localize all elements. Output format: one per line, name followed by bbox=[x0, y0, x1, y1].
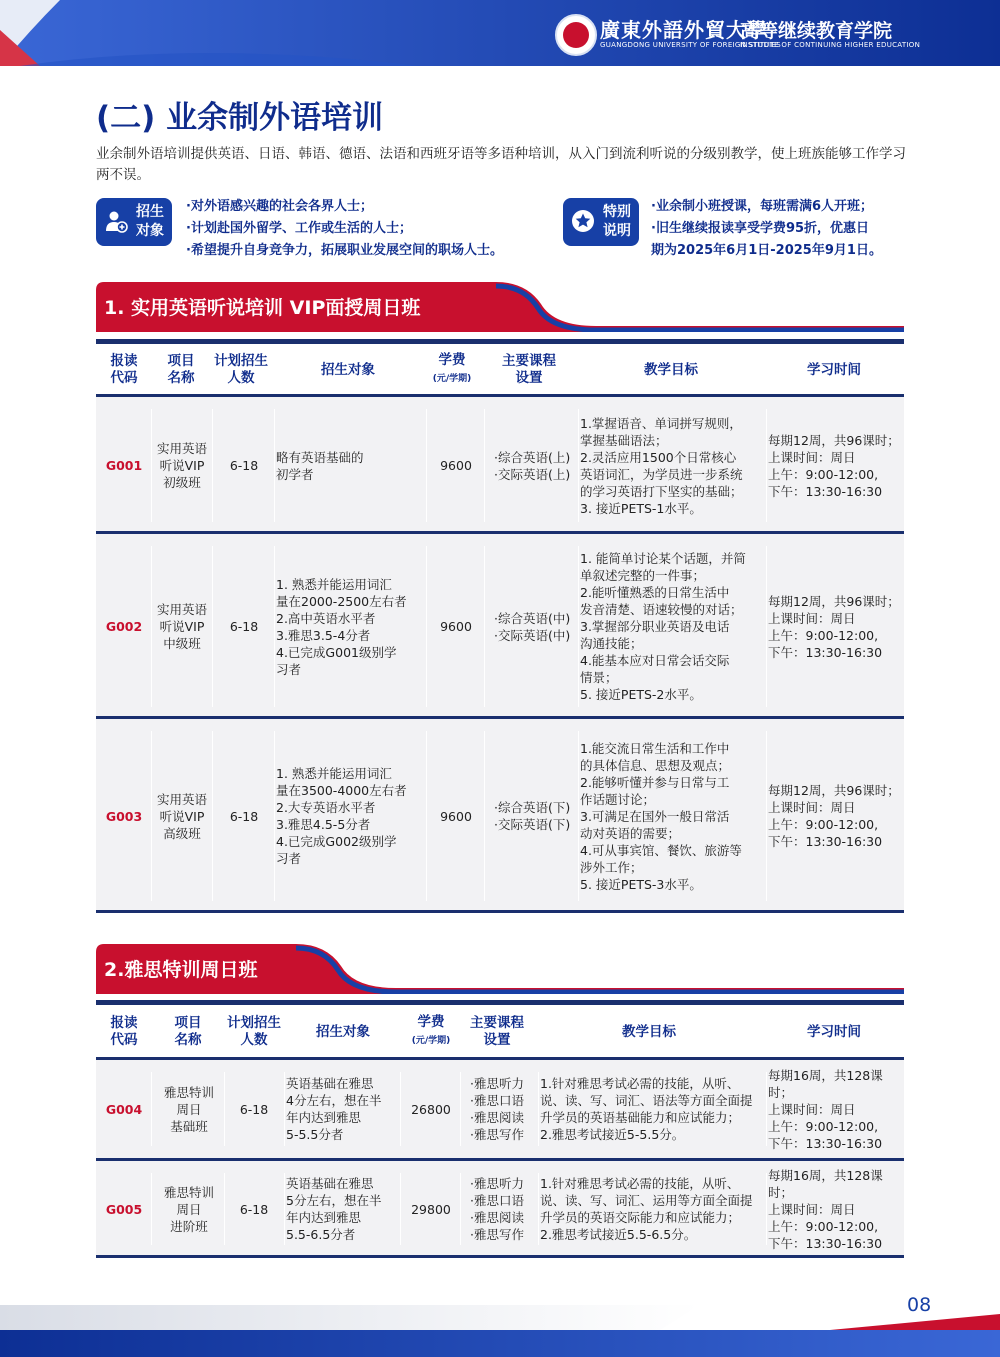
column-divider bbox=[484, 409, 485, 522]
cell-line: 涉外工作； bbox=[580, 859, 643, 875]
column-divider bbox=[538, 1072, 539, 1146]
cell-line: 实用英语 bbox=[156, 602, 207, 617]
column-divider bbox=[538, 1173, 539, 1245]
enroll-target-badge bbox=[96, 198, 172, 246]
col-time: 学习时间 bbox=[807, 361, 861, 378]
list-item: ·旧生继续报读享受学费95折，优惠日 bbox=[651, 221, 870, 236]
row-goals bbox=[540, 1060, 760, 1158]
column-divider bbox=[766, 1072, 767, 1146]
row-name bbox=[153, 1060, 225, 1158]
cell-line: 4.已完成G002级别学 bbox=[276, 834, 397, 849]
col-target: 招生对象 bbox=[321, 361, 375, 378]
row-goals bbox=[580, 534, 762, 719]
cell-line: 3. 接近PETS-1水平。 bbox=[580, 500, 702, 516]
cell-line: 初级班 bbox=[163, 475, 201, 490]
cell-line: 听说VIP bbox=[159, 808, 205, 824]
cell-line: ·雅思阅读 bbox=[470, 1110, 524, 1125]
list-item: ·计划赴国外留学、工作或生活的人士； bbox=[186, 221, 412, 236]
column-divider bbox=[766, 1173, 767, 1245]
row-fee bbox=[402, 1161, 460, 1257]
row-target bbox=[286, 1161, 396, 1257]
cell-line: 中级班 bbox=[163, 636, 201, 651]
cell-value: 26800 bbox=[411, 1101, 451, 1117]
row-quota bbox=[214, 719, 274, 913]
cell-line: 年内达到雅思 bbox=[286, 1110, 362, 1125]
cell-value: G001 bbox=[105, 458, 143, 473]
cell-line: 年内达到雅思 bbox=[286, 1210, 362, 1225]
row-quota bbox=[214, 534, 274, 719]
column-divider bbox=[426, 546, 427, 707]
section2-bottom-rule bbox=[96, 1255, 904, 1258]
column-divider bbox=[151, 1173, 152, 1245]
row-code bbox=[96, 1060, 152, 1158]
special-label-2: 说明 bbox=[603, 223, 631, 239]
row-code bbox=[96, 719, 152, 913]
cell-line: 2.高中英语水平者 bbox=[276, 610, 376, 626]
row-courses bbox=[462, 1060, 544, 1158]
cell-line: 下午：13:30-16:30 bbox=[768, 1135, 883, 1151]
special-label-1: 特别 bbox=[603, 204, 631, 220]
column-divider bbox=[484, 731, 485, 901]
cell-line: 单叙述完整的一件事； bbox=[580, 568, 706, 583]
column-divider bbox=[766, 409, 767, 522]
column-divider bbox=[460, 1072, 461, 1146]
cell-value: 6-18 bbox=[229, 808, 259, 824]
cell-line: 的学习英语打下坚实的基础； bbox=[580, 483, 743, 499]
row-quota bbox=[214, 397, 274, 534]
column-divider bbox=[766, 546, 767, 707]
column-divider bbox=[212, 731, 213, 901]
row-courses bbox=[486, 397, 588, 534]
col-goals: 教学目标 bbox=[622, 1023, 676, 1040]
cell-line: 5分左右，想在半 bbox=[286, 1193, 382, 1208]
row-fee bbox=[428, 534, 484, 719]
row-courses bbox=[462, 1161, 544, 1257]
row-name bbox=[153, 1161, 225, 1257]
cell-line: 初学者 bbox=[276, 466, 314, 482]
row-code bbox=[96, 397, 152, 534]
list-item: 期为2025年6月1日-2025年9月1日。 bbox=[651, 243, 882, 258]
cell-line: 沟通技能； bbox=[580, 636, 643, 651]
row-name bbox=[153, 397, 211, 534]
cell-value: G004 bbox=[105, 1101, 143, 1117]
row-target bbox=[276, 719, 424, 913]
cell-line: ·雅思听力 bbox=[470, 1076, 524, 1091]
cell-line: 动对英语的需要； bbox=[580, 825, 681, 841]
cell-line: 1.针对雅思考试必需的技能，从听、 bbox=[540, 1076, 740, 1091]
cell-line: ·交际英语(上) bbox=[494, 466, 571, 482]
column-divider bbox=[484, 546, 485, 707]
cell-line: 作话题讨论； bbox=[580, 791, 656, 807]
col-target: 招生对象 bbox=[316, 1023, 370, 1040]
cell-line: 上课时间：周日 bbox=[768, 449, 856, 465]
column-divider bbox=[212, 409, 213, 522]
cell-line: ·综合英语(上) bbox=[494, 449, 571, 465]
cell-line: 上午：9:00-12:00, bbox=[768, 627, 879, 643]
cell-line: 习者 bbox=[276, 661, 302, 677]
cell-line: 5. 接近PETS-2水平。 bbox=[580, 687, 702, 702]
table-row bbox=[96, 716, 904, 913]
column-divider bbox=[578, 546, 579, 707]
row-goals bbox=[540, 1161, 760, 1257]
cell-line: ·雅思听力 bbox=[470, 1176, 524, 1191]
cell-line: 上午：9:00-12:00, bbox=[768, 1218, 879, 1234]
col-fee: 学费 (元/学期) bbox=[411, 1014, 451, 1046]
cell-value: 9600 bbox=[440, 619, 472, 634]
row-courses bbox=[486, 719, 588, 913]
cell-line: 略有英语基础的 bbox=[276, 449, 364, 465]
cell-line: 升学员的英语基础能力和应试能力； bbox=[540, 1110, 741, 1125]
column-divider bbox=[766, 731, 767, 901]
cell-line: 每期16周，共128课时； bbox=[768, 1067, 883, 1100]
row-name bbox=[153, 534, 211, 719]
column-divider bbox=[426, 409, 427, 522]
row-fee bbox=[428, 719, 484, 913]
cell-line: 上课时间：周日 bbox=[768, 1201, 856, 1217]
column-divider bbox=[284, 1173, 285, 1245]
cell-line: 说、读、写、词汇、运用等方面全面提 bbox=[540, 1193, 753, 1208]
row-code bbox=[96, 1161, 152, 1257]
cell-line: 3.掌握部分职业英语及电话 bbox=[580, 619, 730, 634]
list-item: ·业余制小班授课，每班需满6人开班； bbox=[651, 199, 873, 214]
section1-bottom-rule bbox=[96, 910, 904, 913]
cell-line: 4.已完成G001级别学 bbox=[276, 644, 397, 660]
column-divider bbox=[400, 1072, 401, 1146]
cell-line: 3.可满足在国外一般日常活 bbox=[580, 808, 730, 824]
column-divider bbox=[224, 1072, 225, 1146]
row-courses bbox=[486, 534, 588, 719]
cell-line: 2.灵活应用1500个日常核心 bbox=[580, 449, 737, 465]
enroll-label-2: 对象 bbox=[136, 223, 164, 239]
cell-line: 4.能基本应对日常会话交际 bbox=[580, 653, 730, 668]
cell-line: ·交际英语(下) bbox=[494, 817, 571, 832]
cell-line: ·交际英语(中) bbox=[494, 627, 571, 643]
cell-line: 雅思特训 bbox=[163, 1084, 214, 1100]
row-time bbox=[768, 397, 904, 534]
row-goals bbox=[580, 719, 762, 913]
cell-value: G002 bbox=[105, 619, 143, 634]
cell-line: 实用英语 bbox=[156, 441, 207, 456]
cell-line: 3.雅思4.5-5分者 bbox=[276, 817, 371, 832]
cell-line: 下午：13:30-16:30 bbox=[768, 834, 883, 849]
star-icon bbox=[571, 209, 595, 233]
row-fee bbox=[402, 1060, 460, 1158]
col-goals: 教学目标 bbox=[644, 361, 698, 378]
cell-line: 上课时间：周日 bbox=[768, 800, 856, 815]
cell-line: 听说VIP bbox=[159, 458, 205, 473]
row-target bbox=[286, 1060, 396, 1158]
section1-top-rule bbox=[96, 339, 904, 344]
university-logo bbox=[555, 14, 597, 56]
institute-name-cn: 高等继续教育学院 bbox=[740, 20, 893, 42]
intro-paragraph: 业余制外语培训提供英语、日语、韩语、德语、法语和西班牙语等多语种培训，从入门到流利听说的分级别教学，使上班族能够工作学习两不误。 bbox=[96, 146, 906, 183]
cell-line: 上午：9:00-12:00, bbox=[768, 817, 879, 832]
cell-line: 1. 能简单讨论某个话题，并简 bbox=[580, 551, 746, 566]
cell-line: 5.5-6.5分者 bbox=[286, 1227, 356, 1242]
cell-line: 英语基础在雅思 bbox=[286, 1076, 374, 1091]
table-row bbox=[96, 1057, 904, 1158]
section1-table-header bbox=[96, 350, 904, 390]
row-fee bbox=[428, 397, 484, 534]
cell-line: 1.掌握语音、单词拼写规则， bbox=[580, 415, 742, 431]
cell-line: 实用英语 bbox=[156, 791, 207, 807]
cell-line: 1. 熟悉并能运用词汇 bbox=[276, 576, 392, 592]
university-name-en: GUANGDONG UNIVERSITY OF FOREIGN STUDIES bbox=[600, 41, 781, 49]
cell-line: 下午：13:30-16:30 bbox=[768, 1235, 883, 1251]
enroll-target-list bbox=[186, 196, 503, 262]
table-row bbox=[96, 531, 904, 719]
section2-table-header bbox=[96, 1012, 904, 1052]
list-item: ·对外语感兴趣的社会各界人士； bbox=[186, 199, 373, 214]
section1-title: 1. 实用英语听说培训 VIP面授周日班 bbox=[104, 297, 421, 319]
section2-title: 2.雅思特训周日班 bbox=[104, 959, 258, 981]
special-note-badge bbox=[563, 198, 639, 246]
cell-line: ·综合英语(下) bbox=[494, 800, 571, 815]
row-time bbox=[768, 534, 904, 719]
page-number: 08 bbox=[907, 1294, 932, 1316]
cell-line: ·雅思写作 bbox=[470, 1227, 524, 1242]
col-name: 项目 名称 bbox=[174, 1015, 202, 1048]
cell-value: 9600 bbox=[440, 458, 472, 473]
column-divider bbox=[578, 409, 579, 522]
column-divider bbox=[284, 1072, 285, 1146]
cell-line: 5-5.5分者 bbox=[286, 1127, 344, 1142]
cell-line: 升学员的英语交际能力和应试能力； bbox=[540, 1210, 741, 1225]
row-target bbox=[276, 397, 424, 534]
column-divider bbox=[274, 546, 275, 707]
cell-value: 6-18 bbox=[229, 458, 259, 473]
col-code: 报读 代码 bbox=[110, 353, 138, 386]
cell-line: 3.雅思3.5-4分者 bbox=[276, 627, 371, 643]
cell-line: 2.能听懂熟悉的日常生活中 bbox=[580, 585, 730, 600]
user-add-icon bbox=[104, 209, 128, 233]
col-courses: 主要课程 设置 bbox=[502, 353, 556, 386]
cell-line: 上课时间：周日 bbox=[768, 1101, 856, 1117]
cell-line: 周日 bbox=[176, 1201, 202, 1217]
cell-line: ·雅思阅读 bbox=[470, 1210, 524, 1225]
row-name bbox=[153, 719, 211, 913]
cell-line: 英语词汇，为学员进一步系统 bbox=[580, 466, 743, 482]
column-divider bbox=[151, 1072, 152, 1146]
header-banner bbox=[0, 0, 1000, 66]
cell-line: ·综合英语(中) bbox=[494, 610, 571, 626]
cell-line: 2.雅思考试接近5.5-6.5分。 bbox=[540, 1227, 697, 1242]
col-code: 报读 代码 bbox=[110, 1015, 138, 1048]
cell-line: 1.能交流日常生活和工作中 bbox=[580, 740, 730, 756]
institute-name-en: INSTITUTE OF CONTINUING HIGHER EDUCATION bbox=[740, 41, 921, 49]
row-code bbox=[96, 534, 152, 719]
page-title: (二) 业余制外语培训 bbox=[96, 100, 384, 136]
row-time bbox=[768, 719, 904, 913]
column-divider bbox=[151, 731, 152, 901]
cell-line: 基础班 bbox=[170, 1118, 208, 1134]
column-divider bbox=[578, 731, 579, 901]
cell-line: 每期12周，共96课时； bbox=[768, 432, 900, 448]
cell-line: 2.能够听懂并参与日常与工 bbox=[580, 774, 730, 790]
cell-line: 下午：13:30-16:30 bbox=[768, 483, 883, 499]
cell-line: 2.大专英语水平者 bbox=[276, 800, 376, 815]
cell-line: 雅思特训 bbox=[163, 1184, 214, 1200]
cell-line: 高级班 bbox=[163, 825, 201, 841]
cell-line: 习者 bbox=[276, 851, 302, 866]
cell-value: 9600 bbox=[440, 808, 472, 824]
col-courses: 主要课程 设置 bbox=[470, 1015, 524, 1048]
cell-line: 上午：9:00-12:00, bbox=[768, 466, 879, 482]
cell-line: ·雅思口语 bbox=[470, 1093, 524, 1108]
cell-line: ·雅思口语 bbox=[470, 1193, 524, 1208]
col-fee: 学费 (元/学期) bbox=[432, 352, 472, 384]
column-divider bbox=[400, 1173, 401, 1245]
special-note-list bbox=[651, 196, 882, 262]
enroll-label-1: 招生 bbox=[136, 204, 164, 220]
cell-line: 上课时间：周日 bbox=[768, 610, 856, 626]
cell-value: 6-18 bbox=[239, 1101, 269, 1117]
cell-line: 周日 bbox=[176, 1101, 202, 1117]
cell-line: 量在3500-4000左右者 bbox=[276, 783, 407, 798]
cell-value: 6-18 bbox=[239, 1201, 269, 1217]
cell-line: 说、读、写、词汇、语法等方面全面提 bbox=[540, 1093, 753, 1108]
column-divider bbox=[151, 409, 152, 522]
col-name: 项目 名称 bbox=[167, 353, 195, 386]
cell-line: ·雅思写作 bbox=[470, 1127, 524, 1142]
column-divider bbox=[151, 546, 152, 707]
section2-top-rule bbox=[96, 1000, 904, 1005]
cell-line: 每期12周，共96课时； bbox=[768, 783, 900, 798]
cell-line: 进阶班 bbox=[170, 1218, 208, 1234]
footer-banner bbox=[0, 1300, 1000, 1357]
cell-line: 英语基础在雅思 bbox=[286, 1176, 374, 1191]
cell-value: G005 bbox=[105, 1201, 143, 1217]
cell-line: 发音清楚、语速较慢的对话； bbox=[580, 602, 743, 617]
column-divider bbox=[274, 409, 275, 522]
cell-line: 情景； bbox=[580, 670, 618, 685]
column-divider bbox=[274, 731, 275, 901]
row-quota bbox=[226, 1060, 282, 1158]
cell-line: 量在2000-2500左右者 bbox=[276, 593, 407, 609]
list-item: ·希望提升自身竞争力，拓展职业发展空间的职场人士。 bbox=[186, 243, 503, 258]
cell-line: 每期12周，共96课时； bbox=[768, 593, 900, 609]
row-goals bbox=[580, 397, 762, 534]
cell-line: 1. 熟悉并能运用词汇 bbox=[276, 766, 392, 781]
col-time: 学习时间 bbox=[807, 1023, 861, 1040]
column-divider bbox=[426, 731, 427, 901]
cell-line: 2.雅思考试接近5-5.5分。 bbox=[540, 1127, 685, 1142]
table-row bbox=[96, 1158, 904, 1257]
cell-line: 听说VIP bbox=[159, 619, 205, 634]
row-time bbox=[768, 1060, 904, 1158]
university-name-cn: 廣東外語外貿大學 bbox=[600, 18, 768, 42]
col-quota: 计划招生 人数 bbox=[214, 353, 268, 386]
cell-value: 6-18 bbox=[229, 619, 259, 634]
col-quota: 计划招生 人数 bbox=[227, 1015, 281, 1048]
row-time bbox=[768, 1161, 904, 1257]
cell-line: 每期16周，共128课时； bbox=[768, 1167, 883, 1200]
cell-line: 下午：13:30-16:30 bbox=[768, 644, 883, 660]
cell-value: G003 bbox=[105, 808, 143, 824]
cell-line: 上午：9:00-12:00, bbox=[768, 1118, 879, 1134]
cell-line: 4.可从事宾馆、餐饮、旅游等 bbox=[580, 842, 742, 858]
column-divider bbox=[212, 546, 213, 707]
cell-value: 29800 bbox=[411, 1201, 451, 1217]
column-divider bbox=[460, 1173, 461, 1245]
cell-line: 1.针对雅思考试必需的技能，从听、 bbox=[540, 1176, 740, 1191]
row-quota bbox=[226, 1161, 282, 1257]
row-target bbox=[276, 534, 424, 719]
cell-line: 5. 接近PETS-3水平。 bbox=[580, 876, 702, 892]
cell-line: 的具体信息、思想及观点； bbox=[580, 757, 731, 773]
cell-line: 掌握基础语法； bbox=[580, 432, 668, 448]
table-row bbox=[96, 394, 904, 534]
column-divider bbox=[224, 1173, 225, 1245]
cell-line: 4分左右，想在半 bbox=[286, 1093, 382, 1108]
